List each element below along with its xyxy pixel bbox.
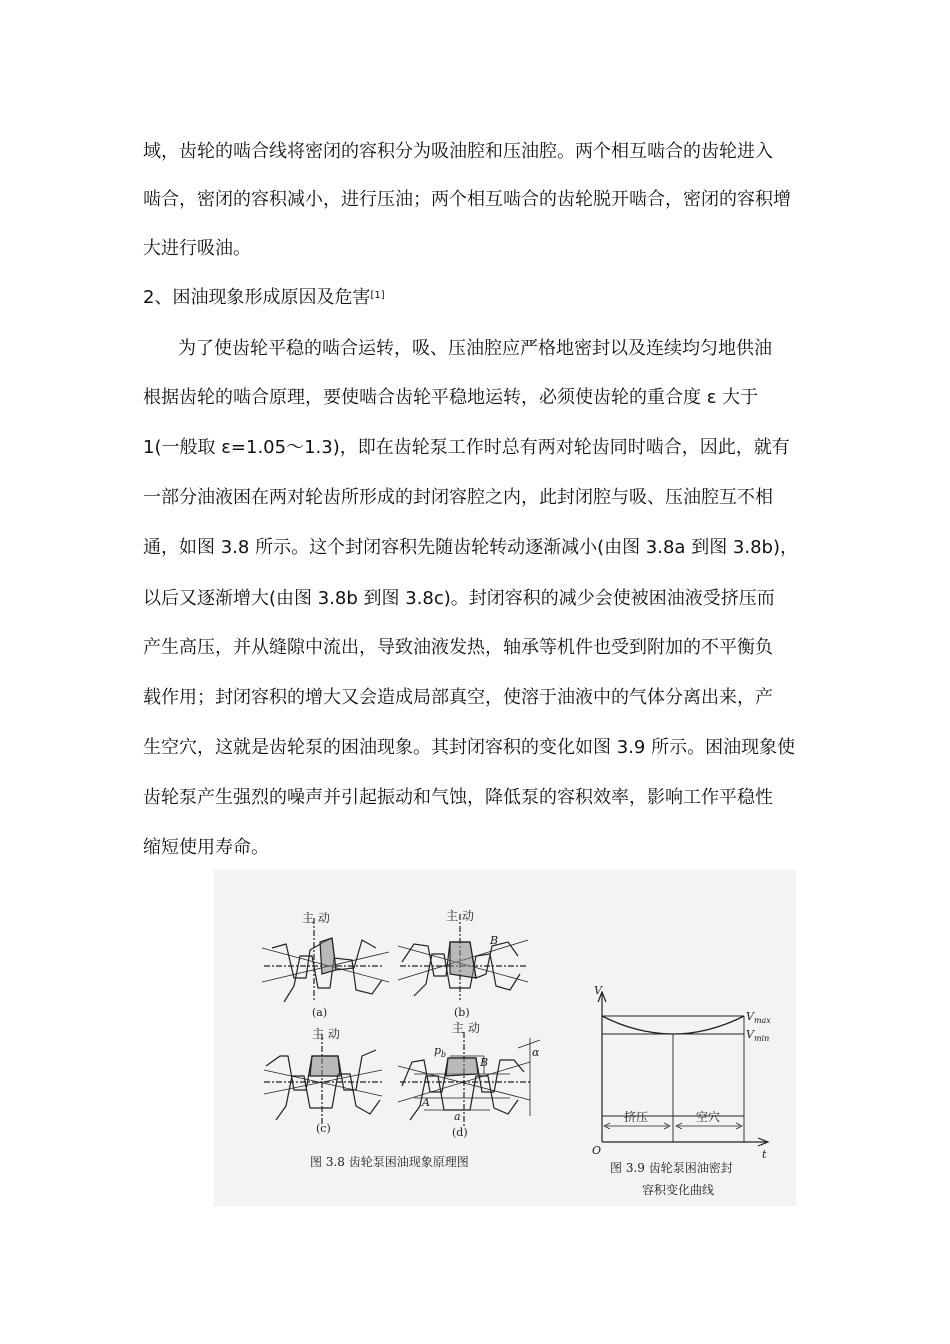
text-line: 一部分油液困在两对轮齿所形成的封闭容腔之内，此封闭腔与吸、压油腔互不相 xyxy=(143,487,773,508)
drive-label-b: 主 动 xyxy=(446,909,474,923)
fig39-caption-line1: 图 3.9 齿轮泵困油密封 xyxy=(610,1161,733,1175)
figure-svg xyxy=(214,870,796,1206)
region-squeeze-label: 挤压 xyxy=(624,1110,649,1124)
subfig-label-c: (c) xyxy=(316,1122,331,1135)
vmax-sub: max xyxy=(753,1016,771,1025)
text-line: 1(一般取 ε=1.05～1.3)，即在齿轮泵工作时总有两对轮齿同时啮合，因此，就有 xyxy=(143,437,790,458)
text-line: 根据齿轮的啮合原理，要使啮合齿轮平稳地运转，必须使齿轮的重合度 ε 大于 xyxy=(143,387,759,408)
text-line: 以后又逐渐增大(由图 3.8b 到图 3.8c)。封闭容积的减少会使被困油液受挤压而 xyxy=(143,588,775,609)
a-label: a xyxy=(454,1110,461,1123)
gear-diagram-b xyxy=(398,914,528,1000)
vmin-label xyxy=(746,1028,769,1043)
gear-diagram-a xyxy=(262,918,389,1002)
drive-label-c: 主 动 xyxy=(312,1027,340,1041)
volume-curve xyxy=(602,1016,744,1034)
fig39-caption-line2: 容积变化曲线 xyxy=(642,1183,715,1197)
y-axis-label: V xyxy=(594,984,602,997)
text-line: 域，齿轮的啮合线将密闭的容积分为吸油腔和压油腔。两个相互啮合的齿轮进入 xyxy=(143,141,773,162)
drive-label-a: 主 动 xyxy=(302,911,330,925)
point-a-label: A xyxy=(422,1096,430,1109)
vmin-main: V xyxy=(746,1028,754,1041)
text-line: 为了使齿轮平稳的啮合运转，吸、压油腔应严格地密封以及连续均匀地供油 xyxy=(178,338,772,359)
point-b-label-d: B xyxy=(480,1056,489,1069)
text-line: 齿轮泵产生强烈的噪声并引起振动和气蚀，降低泵的容积效率，影响工作平稳性 xyxy=(143,787,773,808)
subfig-label-b: (b) xyxy=(454,1006,470,1019)
point-b-label: B xyxy=(490,934,499,947)
drive-label-d: 主 动 xyxy=(452,1021,480,1035)
subfig-label-a: (a) xyxy=(312,1006,328,1019)
gear-diagram-c xyxy=(264,1034,382,1126)
origin-label: O xyxy=(592,1144,602,1157)
citation-ref: [1] xyxy=(370,290,385,301)
vmax-label xyxy=(746,1010,771,1025)
alpha-label: α xyxy=(532,1046,540,1059)
text-line: 通，如图 3.8 所示。这个封闭容积先随齿轮转动逐渐减小(由图 3.8a 到图 3.8b)， xyxy=(143,537,798,558)
region-cavity-label: 空穴 xyxy=(696,1110,721,1124)
subfig-label-d: (d) xyxy=(452,1126,468,1139)
heading-text: 2、困油现象形成原因及危害 xyxy=(143,287,371,308)
section-heading xyxy=(143,286,385,310)
text-line: 啮合，密闭的容积减小，进行压油；两个相互啮合的齿轮脱开啮合，密闭的容积增 xyxy=(143,189,791,210)
pb-main: p xyxy=(434,1044,442,1057)
text-line: 产生高压，并从缝隙中流出，导致油液发热，轴承等机件也受到附加的不平衡负 xyxy=(143,637,773,658)
vmax-main: V xyxy=(746,1010,754,1023)
text-line: 缩短使用寿命。 xyxy=(143,837,269,858)
pb-sub: b xyxy=(441,1050,447,1059)
x-axis-label: t xyxy=(762,1148,767,1161)
fig38-caption: 图 3.8 齿轮泵困油现象原理图 xyxy=(310,1155,469,1169)
vmin-sub: min xyxy=(753,1034,770,1043)
pb-label xyxy=(434,1044,446,1059)
figure-scan xyxy=(214,870,796,1206)
text-line: 大进行吸油。 xyxy=(143,238,251,259)
text-line: 生空穴，这就是齿轮泵的困油现象。其封闭容积的变化如图 3.9 所示。困油现象使 xyxy=(143,737,796,758)
text-line: 载作用；封闭容积的增大又会造成局部真空，使溶于油液中的气体分离出来，产 xyxy=(143,687,773,708)
gear-diagram-d xyxy=(398,1032,540,1126)
